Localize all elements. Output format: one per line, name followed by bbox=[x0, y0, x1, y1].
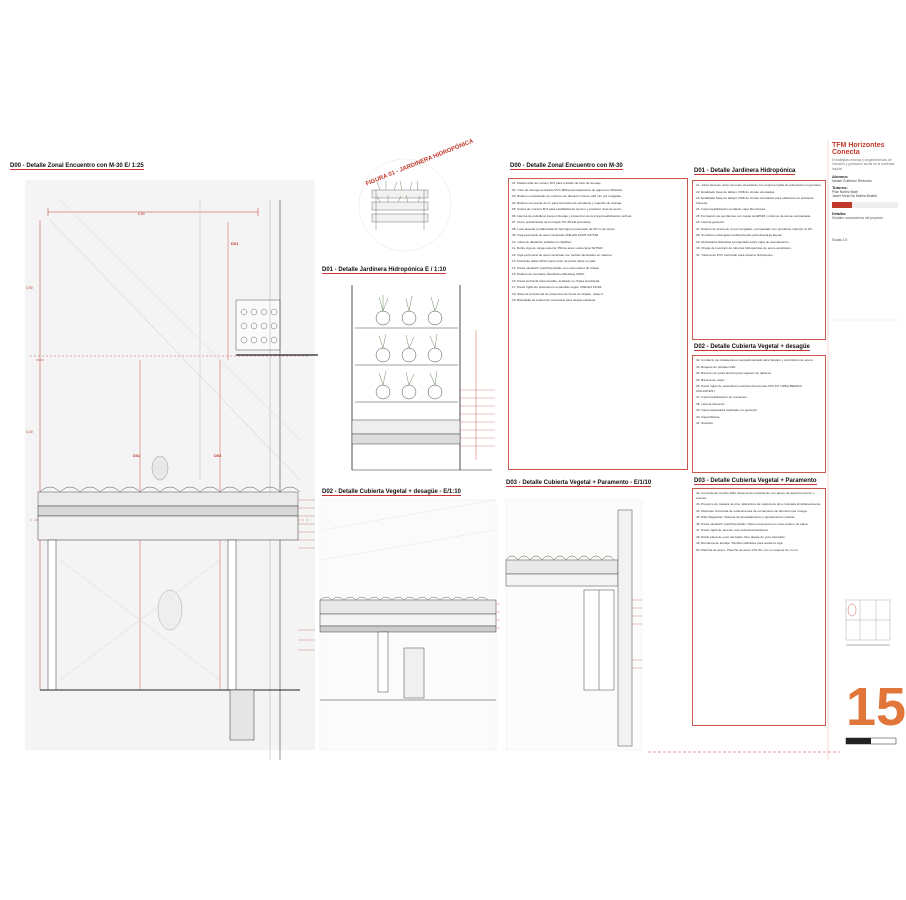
note-item: 13. Montante doble 2PGC para unión de panel doble en pilar. bbox=[512, 259, 597, 263]
figure01-drawing bbox=[359, 159, 451, 251]
note-item: 34. Barrera con junta técnica para sujeción de tableros. bbox=[696, 371, 772, 375]
note-item: 15. Relleno de montante SteelFrame Blocking 2PGC. bbox=[512, 272, 586, 276]
note-item: 27. Relleno de arena de río por tongadas, compactado con pendiente superior al 1%. bbox=[696, 226, 813, 231]
note-item: 21. Junta Seca de unión de losas elevadoras con espuma rígida de poliuretano proyectado. bbox=[696, 183, 822, 187]
note-item: 35. Barrera de vapor. bbox=[696, 377, 726, 382]
note-item: 42. Cerramiento Cortizo Wall. Sistema de cerramiento con apoyo de apertura interior y exterior. bbox=[696, 491, 815, 500]
note-item: 14. Panel sándwich machihembrado con cara interior de chapa. bbox=[512, 265, 600, 270]
note-item: 04. Relleno con arena de río para formación de pendiente y sujeción de drenaje. bbox=[512, 200, 623, 205]
note-item: 28. Sumidero rectangular multiperforado para descarga lateral. bbox=[696, 233, 783, 237]
d00-title: D00 - Detalle Zonal Encuentro con M-30 E/ 1:25 bbox=[10, 163, 144, 169]
note-item: 18. Sistema provisional de protección de borde de forjado, clase A. bbox=[512, 291, 604, 296]
note-item: 02. Tubo de drenaje perforado PVC Ø90 para tratamiento de aguas por filtración. bbox=[512, 187, 624, 192]
notes-d01-list bbox=[693, 183, 825, 257]
key-plan-drawing bbox=[846, 600, 890, 645]
note-item: 44. Montante horizontal de subestructura de cerramiento de aluminio tipo omega. bbox=[696, 508, 808, 513]
d02-detail-drawing bbox=[320, 500, 500, 750]
d03-detail-drawing bbox=[506, 500, 642, 750]
note-item: 01. Media caña de mortero M-5 para recibido de tubo de drenaje. bbox=[512, 181, 602, 185]
note-item: 45. Pilar Megasolar. Sistema de apuntalamiento y ajustamiento modular. bbox=[696, 515, 796, 519]
dim-top: 6,80 bbox=[138, 212, 145, 216]
note-item: 23. Entablado base de tablero OSB de virutas orientadas para utilización en ambiente húmedo. bbox=[696, 196, 814, 205]
scale-label: Escala 1:5 bbox=[832, 238, 848, 243]
notes-d01-title: D01 - Detalle Jardinera Hidropónica bbox=[694, 168, 796, 174]
notes-d00-list bbox=[509, 181, 687, 303]
note-item: 41. Sustrato. bbox=[696, 421, 714, 425]
note-item: 47. Panel rígido de lana de roca volcánica Rockwool. bbox=[696, 528, 769, 532]
d00-section-drawing bbox=[25, 180, 318, 760]
alumno-name: Ismael Gutiérrez Redondo bbox=[832, 179, 872, 184]
notes-d03-title: D03 - Detalle Cubierta Vegetal + Paramento bbox=[694, 478, 817, 484]
note-item: 49. Remitería de anclaje. Tornillos utilizados para anclar la viga. bbox=[696, 541, 784, 545]
tutor-2: Javier Mota De Molina Bolaño bbox=[832, 194, 878, 199]
note-item: 03. Relleno compactado de cohorros de diámetro inferior a30 mm por tongadas. bbox=[512, 194, 622, 198]
note-item: 24. Impermeabilización mediante capa bituminosa. bbox=[696, 207, 766, 211]
label-d01: D01 bbox=[231, 241, 239, 246]
d01-detail-title: D01 - Detalle Jardinera Hidropónica E / 1:10 bbox=[322, 267, 447, 273]
note-item: 43. Precerco de madera de pino. Estructura de madera de pino colocada simultáneamente. bbox=[696, 502, 822, 506]
project-logo: TFM Horizontes Conecta bbox=[832, 142, 885, 156]
notes-d02-title: D02 - Detalle Cubierta Vegetal + desagüe bbox=[694, 344, 810, 350]
note-item: 31. Tubería de PVC perforado para sistema hidropónico. bbox=[696, 252, 774, 257]
note-item: 38. Lámina drenante. bbox=[696, 401, 726, 406]
project-subtitle: Estrategias urbanas y arquitectónicas de inclusión y gradación social en la sociedad líquida bbox=[832, 158, 895, 171]
note-item: 48. Doble placa de yeso laminado. Dos placas de yeso laminado. bbox=[696, 534, 786, 539]
note-item: 08. Losa alveolar prefabricada de hormigón pretensado de 25 cm de canto. bbox=[512, 226, 616, 231]
d01-detail-drawing bbox=[352, 285, 495, 470]
note-item: 16. Panel technical impermeable, acabado en chapa anodizada. bbox=[512, 278, 601, 283]
notes-d02-panel bbox=[692, 355, 826, 473]
note-item: 10. Junta de dilatación sellada con Sikaflex. bbox=[512, 239, 573, 244]
logo-strip bbox=[832, 202, 898, 208]
notes-d02-list bbox=[693, 358, 825, 426]
figure01-title: FIGURA 01 - JARDINERA HIDROPÓNICA bbox=[365, 138, 475, 188]
plan-text: Detalles constructivos del proyecto bbox=[832, 216, 883, 221]
note-item: 40. Capa filtrante. bbox=[696, 414, 721, 419]
note-item: 46. Panel sándwich machihembrado. Panel compuesto por cara exterior de placa. bbox=[696, 521, 809, 526]
note-item: 09. Viga perimetral de acero laminado UNE-EN 10025 S275JR. bbox=[512, 233, 600, 237]
dim-upper: 3,90 bbox=[26, 286, 33, 290]
d02-detail-title: D02 - Detalle Cubierta Vegetal + desagüe - E/1:10 bbox=[322, 489, 461, 495]
note-item: 17. Panel rígido de poliestireno expandido según UNE-EN 13163. bbox=[512, 285, 603, 289]
label-d03: D03 bbox=[214, 453, 222, 458]
note-item: 07. Acero prefabricado de hormigón HA-30 ER prelosado. bbox=[512, 220, 592, 224]
notes-d03-panel bbox=[692, 488, 826, 726]
note-item: 25. Formación de pendientes con capas de EPDM y rellenos de arena compactada. bbox=[696, 213, 811, 218]
plan-label: Detalles bbox=[832, 212, 846, 217]
label-d02: D02 bbox=[133, 453, 141, 458]
note-item: 32. Conducto de instalaciones compartimentado para líquidos y suministros de acero. bbox=[696, 358, 814, 362]
note-item: 30. Chapa de inversión de tuberías hidropónicas de acero anodizado. bbox=[696, 246, 792, 250]
sheet-number: 15 bbox=[846, 677, 906, 737]
note-item: 19. Barandilla de protección perimetral para cargas estáticas. bbox=[512, 298, 597, 302]
alumno-label: Alumno: bbox=[832, 174, 849, 180]
note-item: 12. Viga perimetral de acero laminado con perfiles laminados en caliente. bbox=[512, 252, 613, 257]
note-item: 39. Capa separadora realizada con geotextil. bbox=[696, 408, 758, 412]
notes-d03-list bbox=[693, 491, 825, 552]
note-item: 36. Panel rígido de poliestireno extruido (frecuencia XPS 1/5 'URSA IBERICA AISLANTES'). bbox=[696, 384, 802, 393]
note-item: 50. Plancha de acero. Plancha de acero 275 JR, con un espesor de 3 mm. bbox=[696, 547, 799, 552]
note-item: 29. Abrazadera hidráulica compactada sobre capa de asentamiento. bbox=[696, 239, 790, 244]
notes-d00-title: D00 - Detalle Zonal Encuentro con M-30 bbox=[510, 163, 623, 169]
note-item: 06. Lámina de polietileno para el drenaje y protección de la impermeabilización vertical. bbox=[512, 213, 632, 218]
title-block bbox=[832, 142, 898, 242]
note-item: 22. Entablado base de tablero OSB de virutas orientadas. bbox=[696, 189, 776, 194]
notes-d00-panel bbox=[508, 178, 688, 470]
tutores-label: Tutores: bbox=[832, 185, 848, 191]
d03-detail-title: D03 - Detalle Cubierta Vegetal + Paramento - E/1/10 bbox=[506, 480, 652, 486]
dim-lower: 4,40 bbox=[26, 430, 33, 434]
note-item: 05. Solera de mortero M-5 para estabilidad de terreno y posterior nivel de acero. bbox=[512, 207, 623, 211]
note-item: 37. Impermeabilización de encuentro. bbox=[696, 395, 748, 399]
note-item: 11. Doble viga de carga superior 350 de acero estructural S275JR. bbox=[512, 246, 604, 250]
tutor-1: Pilar Núñez Martí bbox=[832, 190, 859, 195]
note-item: 26. Lámina geotextil. bbox=[696, 220, 725, 224]
note-item: 33. Boquete de plurales D40. bbox=[696, 364, 737, 369]
notes-d01-panel bbox=[692, 180, 826, 340]
